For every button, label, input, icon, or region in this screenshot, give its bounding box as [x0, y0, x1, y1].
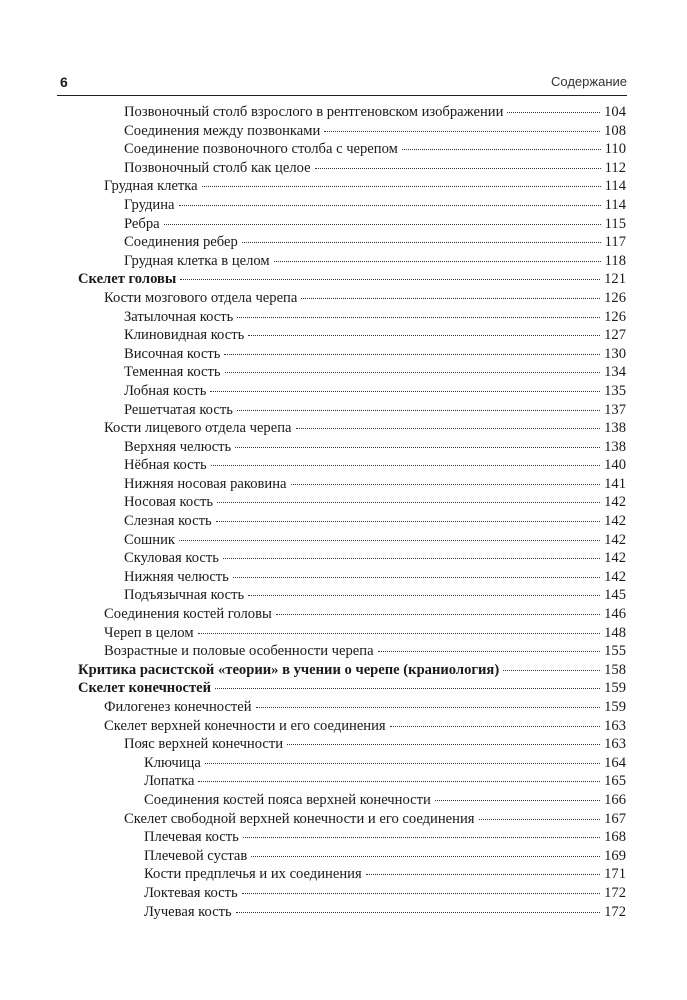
toc-entry-page: 163 [604, 736, 626, 753]
toc-entry [124, 252, 626, 271]
toc-entry-page: 142 [604, 550, 626, 567]
toc-entry [124, 103, 626, 122]
dot-leader [237, 410, 600, 411]
dot-leader [324, 131, 600, 132]
toc-entry-title: Слезная кость [124, 513, 212, 530]
running-head: Содержание [551, 74, 627, 89]
toc-entry-title: Пояс верхней конечности [124, 736, 284, 753]
toc-entry-page: 126 [604, 308, 626, 325]
toc-entry [104, 605, 626, 624]
toc-entry-page: 171 [604, 866, 626, 883]
toc-entry-page: 127 [604, 327, 626, 344]
toc-entry-title: Соединения костей пояса верхней конечности [144, 791, 431, 808]
toc-entry [124, 382, 626, 401]
dot-leader [276, 614, 600, 615]
toc-entry-title: Сошник [124, 531, 175, 548]
toc-entry-title: Соединения между позвонками [124, 122, 321, 139]
toc-entry-title: Локтевая кость [144, 884, 238, 901]
toc-entry [124, 122, 626, 141]
toc-entry [104, 698, 626, 717]
dot-leader [287, 744, 600, 745]
toc-entry-page: 141 [604, 475, 626, 492]
toc-entry-page: 137 [604, 401, 626, 418]
page-number: 6 [60, 74, 68, 90]
toc-entry [104, 177, 626, 196]
toc-entry-page: 169 [604, 847, 626, 864]
toc-entry-title: Клиновидная кость [124, 327, 245, 344]
toc-entry [124, 196, 626, 215]
dot-leader [210, 391, 600, 392]
toc-entry-page: 159 [604, 699, 626, 715]
toc-entry-title: Ребра [124, 215, 160, 232]
toc-entry [124, 401, 626, 420]
toc-entry [78, 270, 626, 289]
dot-leader [223, 558, 600, 559]
dot-leader [503, 670, 600, 671]
toc-entry-page: 117 [604, 234, 626, 251]
dot-leader [236, 912, 600, 913]
toc-entry [78, 661, 626, 680]
toc-entry-title: Подъязычная кость [124, 587, 245, 604]
toc-entry [124, 531, 626, 550]
toc-entry-page: 142 [604, 531, 626, 548]
toc-entry-page: 164 [604, 754, 626, 771]
toc-entry-page: 135 [604, 382, 626, 399]
toc-entry-title: Грудная клетка [104, 178, 198, 195]
toc-entry-title: Грудина [124, 196, 175, 213]
toc-entry-title: Верхняя челюсть [124, 438, 232, 455]
toc-entry [124, 159, 626, 178]
dot-leader [198, 781, 600, 782]
toc-entry-title: Позвоночный столб как целое [124, 159, 311, 176]
toc-entry-page: 148 [604, 624, 626, 641]
toc-entry [124, 326, 626, 345]
toc-entry-page: 138 [604, 438, 626, 455]
dot-leader [291, 484, 601, 485]
dot-leader [198, 633, 601, 634]
toc-entry-page: 155 [604, 643, 626, 660]
toc-entry-page: 158 [604, 661, 626, 678]
dot-leader [479, 819, 601, 820]
toc-entry-title: Ключица [144, 754, 201, 771]
toc-entry-page: 118 [604, 252, 626, 269]
toc-entry-title: Нёбная кость [124, 457, 207, 474]
toc-entry [124, 568, 626, 587]
toc-entry-page: 130 [604, 345, 626, 362]
toc-entry [104, 642, 626, 661]
toc-entry-title: Скелет конечностей [78, 680, 212, 697]
toc-entry [124, 363, 626, 382]
toc-entry-title: Плечевой сустав [144, 847, 248, 864]
toc-entry-title: Нижняя носовая раковина [124, 475, 287, 492]
toc-entry [144, 828, 626, 847]
toc-entry [124, 512, 626, 531]
toc-entry-title: Кости лицевого отдела черепа [104, 420, 292, 437]
toc-entry [124, 345, 626, 364]
toc-entry [144, 791, 626, 810]
dot-leader [242, 893, 600, 894]
dot-leader [435, 800, 600, 801]
toc-entry [144, 772, 626, 791]
toc-entry-page: 167 [604, 810, 626, 827]
toc-entry [124, 456, 626, 475]
toc-entry [144, 903, 626, 922]
dot-leader [164, 224, 601, 225]
dot-leader [251, 856, 600, 857]
toc-entry [144, 865, 626, 884]
dot-leader [180, 279, 600, 280]
toc-entry-title: Решетчатая кость [124, 401, 233, 418]
toc-entry-page: 142 [604, 494, 626, 511]
toc-entry-page: 159 [604, 680, 626, 697]
toc-entry [124, 215, 626, 234]
dot-leader [507, 112, 600, 113]
toc-entry [144, 884, 626, 903]
toc-entry-title: Критика расистской «теории» в учении о черепе (краниология) [78, 661, 500, 678]
dot-leader [242, 242, 601, 243]
toc-entry [104, 717, 626, 736]
toc-entry [124, 549, 626, 568]
toc-entry-title: Скелет свободной верхней конечности и его соединения [124, 810, 475, 827]
dot-leader [233, 577, 600, 578]
toc-entry [124, 233, 626, 252]
dot-leader [274, 261, 601, 262]
toc-entry-page: 126 [604, 289, 626, 306]
toc-entry-title: Теменная кость [124, 364, 221, 381]
toc-entry-page: 138 [604, 420, 626, 437]
toc-entry-title: Нижняя челюсть [124, 568, 229, 585]
toc-entry-page: 110 [604, 141, 626, 158]
toc-entry-page: 140 [604, 457, 626, 474]
toc-entry-title: Соединения костей головы [104, 606, 272, 623]
toc-entry-title: Соединения ребер [124, 234, 238, 251]
toc-entry [144, 847, 626, 866]
toc-entry-page: 145 [604, 587, 626, 604]
dot-leader [248, 595, 600, 596]
dot-leader [315, 168, 601, 169]
toc-entry [104, 289, 626, 308]
dot-leader [216, 521, 601, 522]
dot-leader [402, 149, 601, 150]
dot-leader [215, 688, 600, 689]
toc-entry-page: 172 [604, 884, 626, 901]
toc-entry-page: 168 [604, 829, 626, 846]
toc-entry [78, 679, 626, 698]
toc-entry-title: Кости предплечья и их соединения [144, 866, 362, 883]
toc-entry [124, 810, 626, 829]
toc-entry-page: 104 [604, 104, 626, 120]
dot-leader [224, 354, 600, 355]
toc-entry-title: Возрастные и половые особенности черепа [104, 643, 374, 660]
toc-entry-title: Соединение позвоночного столба с черепом [124, 141, 398, 158]
dot-leader [256, 707, 601, 708]
dot-leader [211, 465, 600, 466]
toc-entry-page: 134 [604, 364, 626, 381]
toc-entry-page: 146 [604, 606, 626, 623]
toc-entry [124, 475, 626, 494]
page-header [57, 73, 627, 96]
toc-entry-title: Кости мозгового отдела черепа [104, 289, 298, 306]
toc-entry [104, 624, 626, 643]
toc-entry-title: Носовая кость [124, 494, 214, 511]
toc-entry [124, 140, 626, 159]
toc-entry-title: Филогенез конечностей [104, 699, 252, 715]
dot-leader [179, 540, 600, 541]
toc-entry-page: 108 [604, 122, 626, 139]
toc-entry [104, 419, 626, 438]
toc-entry-title: Плечевая кость [144, 829, 239, 846]
toc-entry-title: Скелет головы [78, 271, 177, 288]
toc-entry-title: Височная кость [124, 345, 221, 362]
toc-entry [124, 308, 626, 327]
toc-entry-page: 166 [604, 791, 626, 808]
toc-entry-title: Лобная кость [124, 382, 207, 399]
toc-entry-title: Грудная клетка в целом [124, 252, 270, 269]
toc-entry [124, 586, 626, 605]
toc-entry-title: Скуловая кость [124, 550, 219, 567]
toc-entry-title: Позвоночный столб взрослого в рентгеновском изображении [124, 104, 504, 120]
dot-leader [296, 428, 601, 429]
toc-entry-page: 115 [604, 215, 626, 232]
table-of-contents [0, 103, 687, 921]
toc-entry-page: 114 [604, 178, 626, 195]
toc-entry-title: Затылочная кость [124, 308, 234, 325]
toc-entry-page: 142 [604, 568, 626, 585]
toc-entry-page: 165 [604, 773, 626, 790]
toc-entry-title: Лопатка [144, 773, 195, 790]
toc-entry-page: 142 [604, 513, 626, 530]
toc-entry-page: 163 [604, 717, 626, 734]
toc-entry-title: Лучевая кость [144, 903, 232, 920]
toc-entry-page: 172 [604, 903, 626, 920]
toc-entry-page: 121 [604, 271, 626, 288]
toc-entry-page: 112 [604, 159, 626, 176]
dot-leader [366, 874, 600, 875]
dot-leader [390, 726, 600, 727]
dot-leader [179, 205, 601, 206]
toc-entry-title: Скелет верхней конечности и его соединения [104, 717, 386, 734]
dot-leader [235, 447, 600, 448]
toc-entry [124, 438, 626, 457]
dot-leader [237, 317, 600, 318]
toc-entry-page: 114 [604, 196, 626, 213]
dot-leader [205, 763, 600, 764]
dot-leader [217, 502, 600, 503]
dot-leader [225, 372, 601, 373]
dot-leader [202, 186, 601, 187]
toc-entry [124, 735, 626, 754]
toc-entry [124, 493, 626, 512]
dot-leader [243, 837, 600, 838]
dot-leader [378, 651, 601, 652]
dot-leader [248, 335, 600, 336]
toc-entry-title: Череп в целом [104, 624, 194, 641]
dot-leader [301, 298, 600, 299]
toc-entry [144, 754, 626, 773]
